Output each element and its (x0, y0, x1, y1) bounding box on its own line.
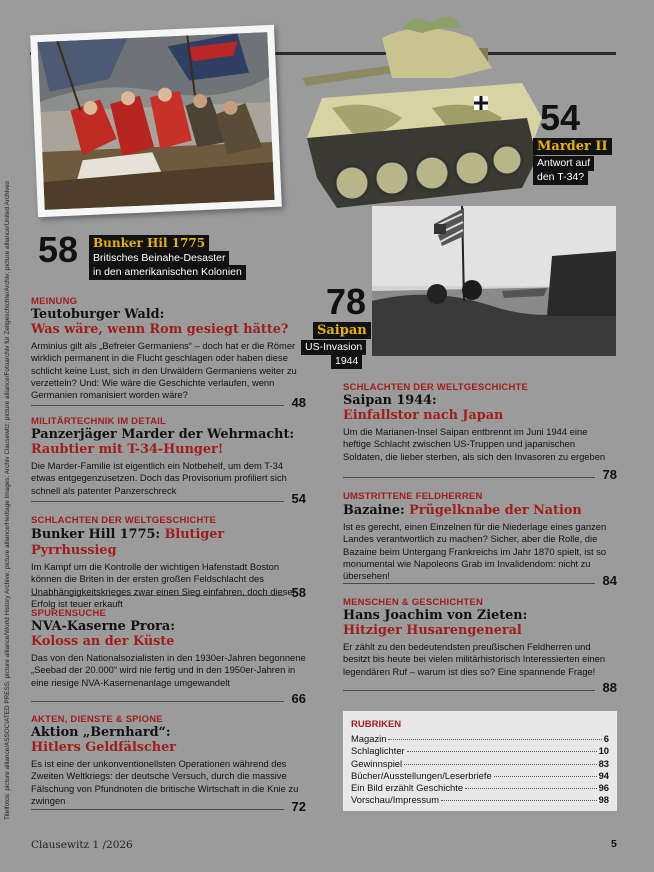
rubrik-label: Bücher/Ausstellungen/Leserbriefe (351, 769, 492, 781)
article-body: Es ist eine der unkonventionellsten Operationen während des Zweiten Weltkriegs: der deutsche Versuch, durch die massive Fälschung von Pfundnoten die britische Wirtschaft in die Knie zu zwingen (31, 758, 299, 806)
article-page-number: 54 (291, 491, 306, 506)
article-headline: Saipan 1944: (343, 393, 437, 408)
rubrik-label: Gewinnspiel (351, 757, 403, 769)
article-body: Ist es gerecht, einen Einzelnen für die Niederlage eines ganzen Landes verantwortlich zu machen? Sicher, aber die Rolle, die Bazaine beim Untergang Frankreichs im Jahr 1870 spielt, ist so monumental wie Napoleons Grab im Invalidendom: nicht zu übersehen! (343, 521, 607, 582)
saipan-feature-sub2: 1944 (331, 354, 362, 369)
article-kicker: SCHLACHTEN DER WELTGESCHICHTE (31, 515, 217, 526)
rubrik-page: 83 (598, 757, 609, 769)
rubrik-item[interactable] (351, 758, 609, 770)
magazine-issue-footer: Clausewitz 1 /2026 (31, 839, 133, 851)
saipan-feature-page: 78 (326, 281, 367, 322)
photo-credits: Titelfotos: picture alliance/ASSOCIATED PRESS; picture alliance/World History Archive; picture alliance/Heritage Images; Archiv Clausewitz; picture alliance/Fotoarchiv für Zeitgeschichte/Archiv; picture alliance/United Archives (4, 180, 11, 820)
rubrik-page: 10 (598, 745, 609, 757)
article-saipan[interactable] (343, 382, 617, 480)
article-body: Arminius gilt als „Befreier Germaniens“ – doch hat er die Römer wirklich permanent in die Flucht geschlagen oder haben diese schlicht keine Lust, sich in den Urwäldern Germaniens weiter zu verzetteln? Und: Wie wäre die Geschichte verlaufen, wenn Germanien romanisiert worden wäre? (31, 340, 297, 401)
article-zieten[interactable] (343, 597, 617, 693)
rubrik-page: 6 (603, 733, 609, 744)
leader-line (31, 501, 284, 502)
article-headline: Panzerjäger Marder der Wehrmacht: (31, 427, 295, 442)
article-bunker-hill[interactable] (31, 515, 306, 609)
article-kicker: MEINUNG (31, 296, 78, 307)
rubrik-page: 94 (598, 769, 609, 781)
battle-painting-image (37, 32, 274, 210)
article-subline: Raubtier mit T-34-Hunger! (31, 442, 224, 457)
article-page-number: 48 (291, 395, 306, 410)
page-number: 5 (611, 838, 617, 850)
bunker-feature-sub2: in den amerikanischen Kolonien (89, 265, 246, 280)
article-headline: NVA-Kaserne Prora: (31, 619, 175, 634)
rubrik-page: 98 (598, 794, 609, 806)
rubrik-item[interactable] (351, 733, 609, 745)
article-headline: Aktion „Bernhard“: (31, 725, 171, 740)
rubriken-box (343, 711, 617, 811)
article-kicker: SPURENSUCHE (31, 608, 107, 619)
bunker-feature-page: 58 (38, 229, 79, 270)
article-body: Die Marder-Familie ist eigentlich ein Notbehelf, um dem T-34 etwas entgegenzusetzen. Doch das Provisorium profiliert sich schnell als patenter Panzerschreck (31, 460, 287, 496)
saipan-landing-image (372, 206, 616, 356)
leader-line (31, 405, 284, 406)
article-kicker: AKTEN, DIENSTE & SPIONE (31, 714, 163, 725)
leader-line (31, 809, 284, 810)
article-kicker: MENSCHEN & GESCHICHTEN (343, 597, 484, 608)
article-subline: Prügelknabe der Nation (409, 503, 582, 518)
leader-line (31, 595, 284, 596)
bunker-feature-title: Bunker Hil 1775 (89, 235, 209, 251)
article-body: Das von den Nationalsozialisten in den 1930er-Jahren begonnene „Seebad der 20.000“ wird nie fertig und in den 1950er-Jahren in eine riesige NVA-Kasernenanlage umgewandelt (31, 652, 306, 688)
rubrik-item[interactable] (351, 794, 609, 806)
article-subline: Blutiger Pyrrhussieg (31, 527, 225, 558)
marder-feature-title: Marder II (533, 138, 612, 155)
article-headline: Teutoburger Wald: (31, 307, 165, 322)
article-headline: Bunker Hill 1775: (31, 527, 161, 542)
rubrik-leader (407, 751, 597, 752)
article-subline: Was wäre, wenn Rom gesiegt hätte? (31, 322, 289, 337)
rubrik-item[interactable] (351, 770, 609, 782)
article-page-number: 84 (602, 573, 617, 588)
article-kicker: MILITÄRTECHNIK IM DETAIL (31, 416, 166, 427)
article-page-number: 72 (291, 799, 306, 814)
saipan-feature-sub1: US-Invasion (301, 340, 366, 355)
rubrik-leader (441, 800, 597, 801)
article-bernhard[interactable] (31, 714, 306, 812)
marder-feature-page: 54 (540, 97, 581, 138)
article-subline: Hitlers Geldfälscher (31, 740, 176, 755)
article-page-number: 88 (602, 680, 617, 695)
bunker-feature-sub1: Britisches Beinahe-Desaster (89, 251, 229, 266)
leader-line (343, 583, 595, 584)
rubrik-item[interactable] (351, 745, 609, 757)
leader-line (31, 701, 284, 702)
article-teutoburger[interactable] (31, 296, 306, 408)
marder-feature-sub2: den T-34? (533, 170, 588, 185)
leader-line (343, 477, 595, 478)
rubrik-page: 96 (598, 782, 609, 794)
rubrik-label: Magazin (351, 733, 387, 744)
article-subline: Koloss an der Küste (31, 634, 175, 649)
article-headline: Hans Joachim von Zieten: (343, 608, 528, 623)
article-page-number: 66 (291, 691, 306, 706)
saipan-feature-title: Saipan (313, 322, 371, 339)
rubrik-label: Vorschau/Impressum (351, 794, 440, 806)
article-kicker: UMSTRITTENE FELDHERREN (343, 491, 483, 502)
article-page-number: 58 (291, 585, 306, 600)
rubrik-leader (494, 776, 597, 777)
article-kicker: SCHLACHTEN DER WELTGESCHICHTE (343, 382, 529, 393)
article-prora[interactable] (31, 608, 306, 704)
rubrik-leader (404, 764, 596, 765)
article-subline: Einfallstor nach Japan (343, 408, 504, 423)
rubrik-label: Ein Bild erzählt Geschichte (351, 782, 464, 794)
article-page-number: 78 (602, 467, 617, 482)
marder-feature-sub1: Antwort auf (533, 156, 594, 171)
rubriken-title: RUBRIKEN (351, 719, 402, 730)
article-subline: Hitziger Husarengeneral (343, 623, 522, 638)
article-marder[interactable] (31, 416, 306, 504)
article-bazaine[interactable] (343, 491, 617, 586)
article-body: Er zählt zu den bedeutendsten preußischen Feldherren und besitzt bis heute bei vielen militärhistorisch Interessierten einen legendären Ruf – warum ist dies so? Eine spannende Frage! (343, 641, 606, 677)
rubrik-leader (388, 739, 601, 740)
saipan-photo (372, 206, 616, 356)
article-body: Um die Marianen-Insel Saipan entbrennt im Juni 1944 eine heftige Schlacht zwischen US-Truppen und japanischen Soldaten, die lieber sterben, als sich den Invasoren zu ergeben (343, 426, 606, 462)
leader-line (343, 690, 595, 691)
rubrik-leader (465, 788, 597, 789)
bunker-hill-painting (30, 25, 282, 217)
marder-tank-image (292, 8, 562, 218)
article-headline: Bazaine: (343, 503, 405, 518)
article-body: Im Kampf um die Kontrolle der wichtigen Hafenstadt Boston können die Briten in der ersten großen Feldschlacht des Unabhängigkeitskrieges zwar einen Sieg einfahren, doch dieser Erfolg ist teuer erkauft (31, 561, 296, 609)
rubrik-item[interactable] (351, 782, 609, 794)
rubrik-label: Schlaglichter (351, 745, 405, 757)
